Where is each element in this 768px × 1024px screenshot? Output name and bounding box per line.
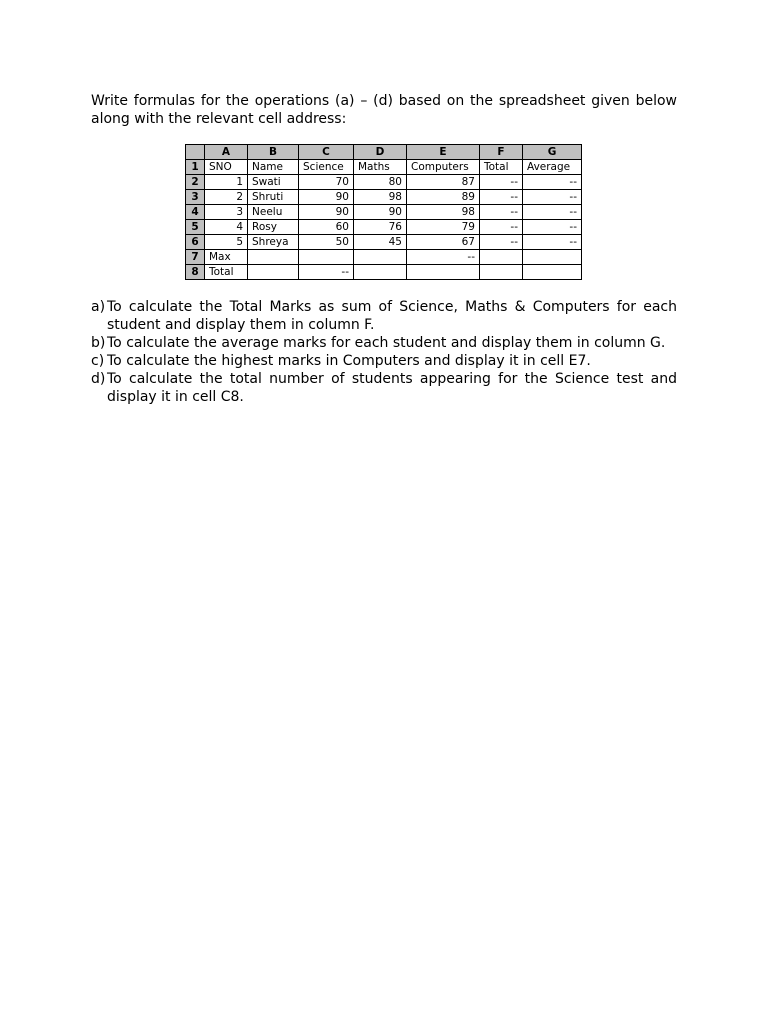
corner-cell: [186, 145, 205, 160]
list-item-marker: c): [91, 353, 105, 369]
table-row: [186, 205, 582, 220]
row-header: 6: [186, 235, 205, 250]
cell-a4: 3: [205, 205, 248, 220]
column-header-a: A: [205, 145, 248, 160]
cell-f4: --: [480, 205, 523, 220]
cell-e5: 79: [407, 220, 480, 235]
cell-d6: 45: [354, 235, 407, 250]
cell-f7: [480, 250, 523, 265]
list-item-marker: d): [91, 371, 106, 387]
cell-b2: Swati: [248, 175, 299, 190]
row-header: 8: [186, 265, 205, 280]
table-row: [186, 190, 582, 205]
cell-g3: --: [523, 190, 582, 205]
column-header-e: E: [407, 145, 480, 160]
cell-f8: [480, 265, 523, 280]
table-row: [186, 235, 582, 250]
list-item: [91, 298, 677, 334]
list-item-marker: b): [91, 335, 106, 351]
cell-a7: Max: [205, 250, 248, 265]
cell-f6: --: [480, 235, 523, 250]
table-row: [186, 220, 582, 235]
cell-c5: 60: [299, 220, 354, 235]
cell-c6: 50: [299, 235, 354, 250]
list-item-text: To calculate the total number of students appearing for the Science test and display it in cell C8.: [107, 371, 677, 405]
column-header-c: C: [299, 145, 354, 160]
cell-e1: Computers: [407, 160, 480, 175]
cell-f1: Total: [480, 160, 523, 175]
list-item-text: To calculate the average marks for each student and display them in column G.: [107, 335, 666, 351]
column-header-g: G: [523, 145, 582, 160]
column-header-row: [186, 145, 582, 160]
column-header-b: B: [248, 145, 299, 160]
spreadsheet: [185, 144, 582, 280]
operations-list: [91, 298, 677, 406]
column-header-f: F: [480, 145, 523, 160]
cell-a2: 1: [205, 175, 248, 190]
cell-g4: --: [523, 205, 582, 220]
row-header: 1: [186, 160, 205, 175]
spreadsheet-table: [185, 144, 582, 280]
cell-a5: 4: [205, 220, 248, 235]
cell-d5: 76: [354, 220, 407, 235]
cell-g1: Average: [523, 160, 582, 175]
cell-e6: 67: [407, 235, 480, 250]
list-item-text: To calculate the highest marks in Computers and display it in cell E7.: [107, 353, 591, 369]
cell-g2: --: [523, 175, 582, 190]
cell-b7: [248, 250, 299, 265]
cell-d2: 80: [354, 175, 407, 190]
cell-e7: --: [407, 250, 480, 265]
table-row: [186, 265, 582, 280]
cell-d7: [354, 250, 407, 265]
cell-f5: --: [480, 220, 523, 235]
cell-a6: 5: [205, 235, 248, 250]
row-header: 5: [186, 220, 205, 235]
cell-d8: [354, 265, 407, 280]
cell-b6: Shreya: [248, 235, 299, 250]
cell-e2: 87: [407, 175, 480, 190]
list-item: [91, 334, 677, 352]
row-header: 3: [186, 190, 205, 205]
cell-b1: Name: [248, 160, 299, 175]
cell-c3: 90: [299, 190, 354, 205]
cell-g5: --: [523, 220, 582, 235]
list-item: [91, 352, 677, 370]
cell-b8: [248, 265, 299, 280]
cell-d1: Maths: [354, 160, 407, 175]
table-row: [186, 175, 582, 190]
cell-c8: --: [299, 265, 354, 280]
cell-a1: SNO: [205, 160, 248, 175]
table-row: [186, 250, 582, 265]
cell-d3: 98: [354, 190, 407, 205]
cell-c2: 70: [299, 175, 354, 190]
list-item-text: To calculate the Total Marks as sum of Science, Maths & Computers for each student and display them in column F.: [107, 299, 677, 333]
cell-c1: Science: [299, 160, 354, 175]
cell-f2: --: [480, 175, 523, 190]
column-header-d: D: [354, 145, 407, 160]
list-item: [91, 370, 677, 406]
cell-e3: 89: [407, 190, 480, 205]
row-header: 2: [186, 175, 205, 190]
cell-c4: 90: [299, 205, 354, 220]
cell-g8: [523, 265, 582, 280]
cell-b3: Shruti: [248, 190, 299, 205]
cell-g6: --: [523, 235, 582, 250]
cell-a3: 2: [205, 190, 248, 205]
cell-f3: --: [480, 190, 523, 205]
question-intro: Write formulas for the operations (a) – (d) based on the spreadsheet given below along with the relevant cell address:: [91, 93, 677, 127]
row-header: 4: [186, 205, 205, 220]
cell-b5: Rosy: [248, 220, 299, 235]
cell-a8: Total: [205, 265, 248, 280]
cell-b4: Neelu: [248, 205, 299, 220]
cell-e8: [407, 265, 480, 280]
row-header: 7: [186, 250, 205, 265]
cell-e4: 98: [407, 205, 480, 220]
list-item-marker: a): [91, 299, 106, 315]
cell-g7: [523, 250, 582, 265]
cell-c7: [299, 250, 354, 265]
table-row: [186, 160, 582, 175]
cell-d4: 90: [354, 205, 407, 220]
